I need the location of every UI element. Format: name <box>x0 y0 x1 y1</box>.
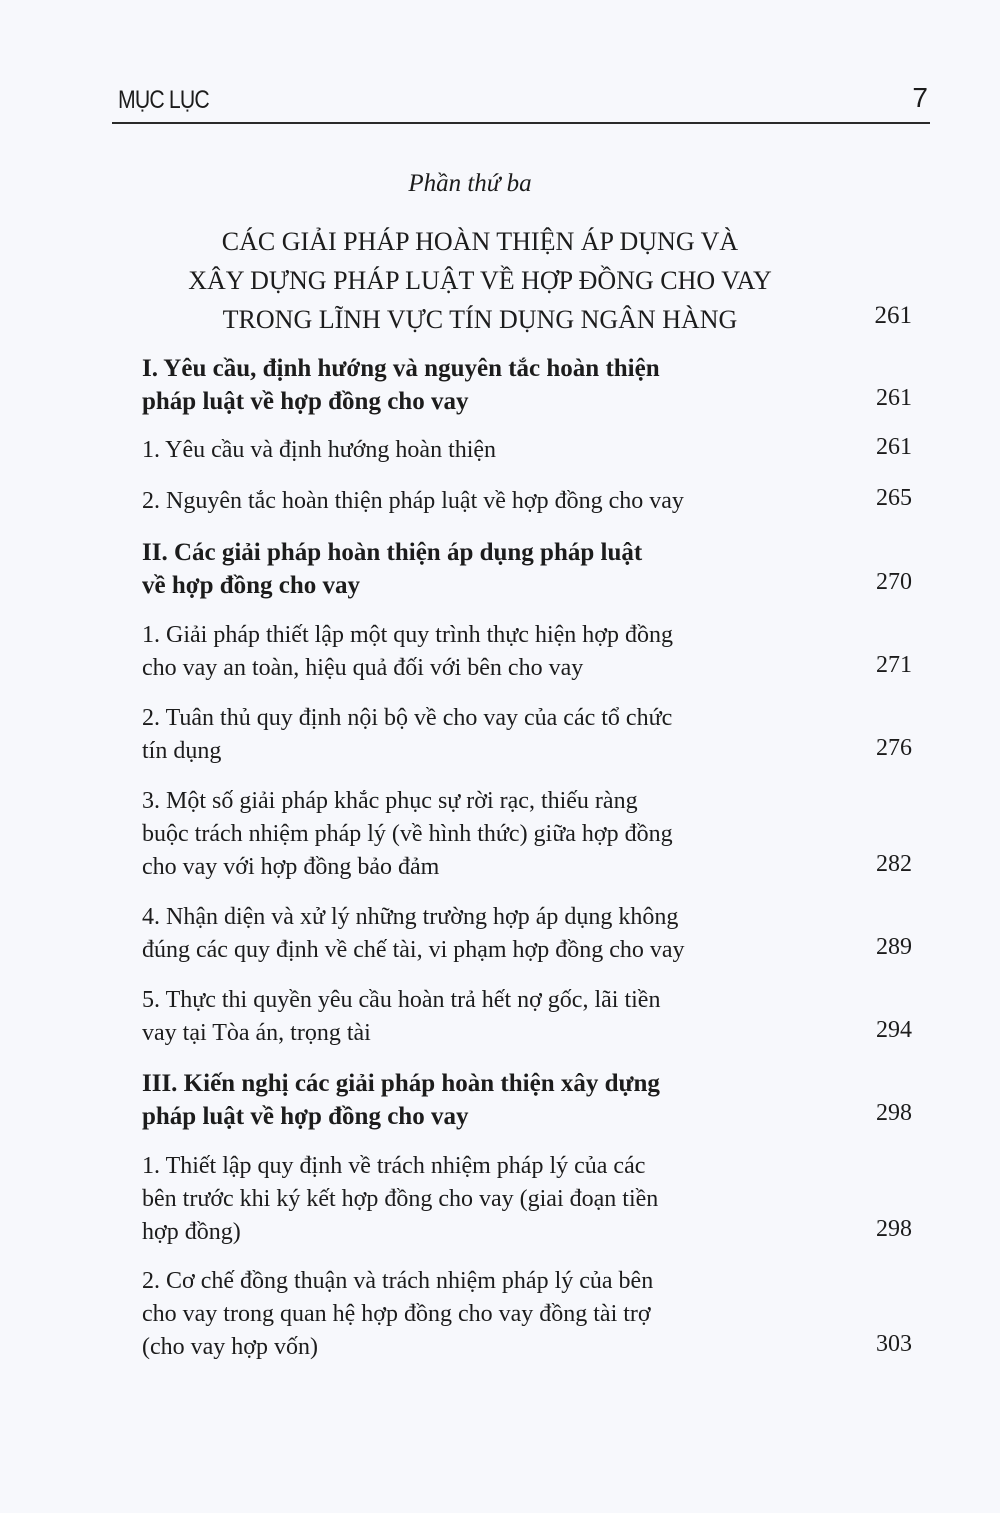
toc-section-3 <box>142 1067 832 1133</box>
toc-line: pháp luật về hợp đồng cho vay <box>142 388 469 415</box>
toc-line: vay tại Tòa án, trọng tài <box>142 1020 371 1046</box>
toc-line: 3. Một số giải pháp khắc phục sự rời rạc, thiếu ràng <box>142 788 638 814</box>
header-section-title: MỤC LỤC <box>118 86 209 114</box>
toc-line: III. Kiến nghị các giải pháp hoàn thiện xây dựng <box>142 1070 660 1097</box>
part-page-number: 261 <box>874 302 912 329</box>
toc-line: cho vay trong quan hệ hợp đồng cho vay đồng tài trợ <box>142 1301 651 1327</box>
toc-item-2-5 <box>142 984 832 1050</box>
part-title-line: CÁC GIẢI PHÁP HOÀN THIỆN ÁP DỤNG VÀ <box>221 227 739 256</box>
toc-line: về hợp đồng cho vay <box>142 572 361 599</box>
toc-section-2 <box>142 536 832 602</box>
toc-line: (cho vay hợp vốn) <box>142 1334 318 1360</box>
running-header <box>112 78 930 124</box>
toc-line: 2. Tuân thủ quy định nội bộ về cho vay của các tổ chức <box>142 705 673 731</box>
toc-line: đúng các quy định về chế tài, vi phạm hợp đồng cho vay <box>142 937 685 963</box>
toc-item-2-3 <box>142 785 832 884</box>
toc-line: pháp luật về hợp đồng cho vay <box>142 1103 469 1130</box>
toc-line: II. Các giải pháp hoàn thiện áp dụng pháp luật <box>142 539 643 566</box>
toc-page-number: 270 <box>876 569 912 595</box>
toc-item-1-1 <box>142 434 832 467</box>
toc-line: 2. Nguyên tắc hoàn thiện pháp luật về hợp đồng cho vay <box>142 488 684 514</box>
toc-item-2-2 <box>142 702 832 768</box>
part-title <box>130 222 830 339</box>
toc-page-number: 298 <box>876 1216 912 1242</box>
toc-page-number: 265 <box>876 485 912 511</box>
part-title-line: TRONG LĨNH VỰC TÍN DỤNG NGÂN HÀNG <box>222 305 738 334</box>
toc-line: 1. Thiết lập quy định về trách nhiệm pháp lý của các <box>142 1153 646 1179</box>
part-title-line: XÂY DỰNG PHÁP LUẬT VỀ HỢP ĐỒNG CHO VAY <box>188 266 772 295</box>
toc-page-number: 294 <box>876 1017 912 1043</box>
toc-page-number: 276 <box>876 735 912 761</box>
toc-line: 2. Cơ chế đồng thuận và trách nhiệm pháp lý của bên <box>142 1268 654 1294</box>
toc-line: 4. Nhận diện và xử lý những trường hợp áp dụng không <box>142 904 679 930</box>
toc-line: cho vay với hợp đồng bảo đảm <box>142 854 440 880</box>
toc-line: 5. Thực thi quyền yêu cầu hoàn trả hết nợ gốc, lãi tiền <box>142 987 661 1013</box>
toc-item-3-1 <box>142 1150 832 1249</box>
toc-page-number: 261 <box>876 434 912 460</box>
toc-section-1 <box>142 352 832 418</box>
toc-line: 1. Yêu cầu và định hướng hoàn thiện <box>142 437 497 463</box>
toc-item-2-1 <box>142 619 832 685</box>
toc-page-number: 303 <box>876 1331 912 1357</box>
toc-line: I. Yêu cầu, định hướng và nguyên tắc hoàn thiện <box>142 355 660 382</box>
toc-page-number: 261 <box>876 385 912 411</box>
toc-item-3-2 <box>142 1265 832 1364</box>
toc-line: cho vay an toàn, hiệu quả đối với bên cho vay <box>142 655 584 681</box>
toc-line: tín dụng <box>142 738 222 764</box>
toc-line: bên trước khi ký kết hợp đồng cho vay (giai đoạn tiền <box>142 1186 659 1212</box>
toc-page-number: 282 <box>876 851 912 877</box>
toc-item-2-4 <box>142 901 832 967</box>
toc-line: 1. Giải pháp thiết lập một quy trình thực hiện hợp đồng <box>142 622 673 648</box>
toc-page-number: 298 <box>876 1100 912 1126</box>
toc-line: hợp đồng) <box>142 1219 241 1245</box>
toc-page-number: 289 <box>876 934 912 960</box>
header-page-number: 7 <box>912 82 928 113</box>
toc-line: buộc trách nhiệm pháp lý (về hình thức) giữa hợp đồng <box>142 821 673 847</box>
toc-item-1-2 <box>142 485 832 518</box>
toc-page-number: 271 <box>876 652 912 678</box>
part-label: Phần thứ ba <box>408 170 532 197</box>
